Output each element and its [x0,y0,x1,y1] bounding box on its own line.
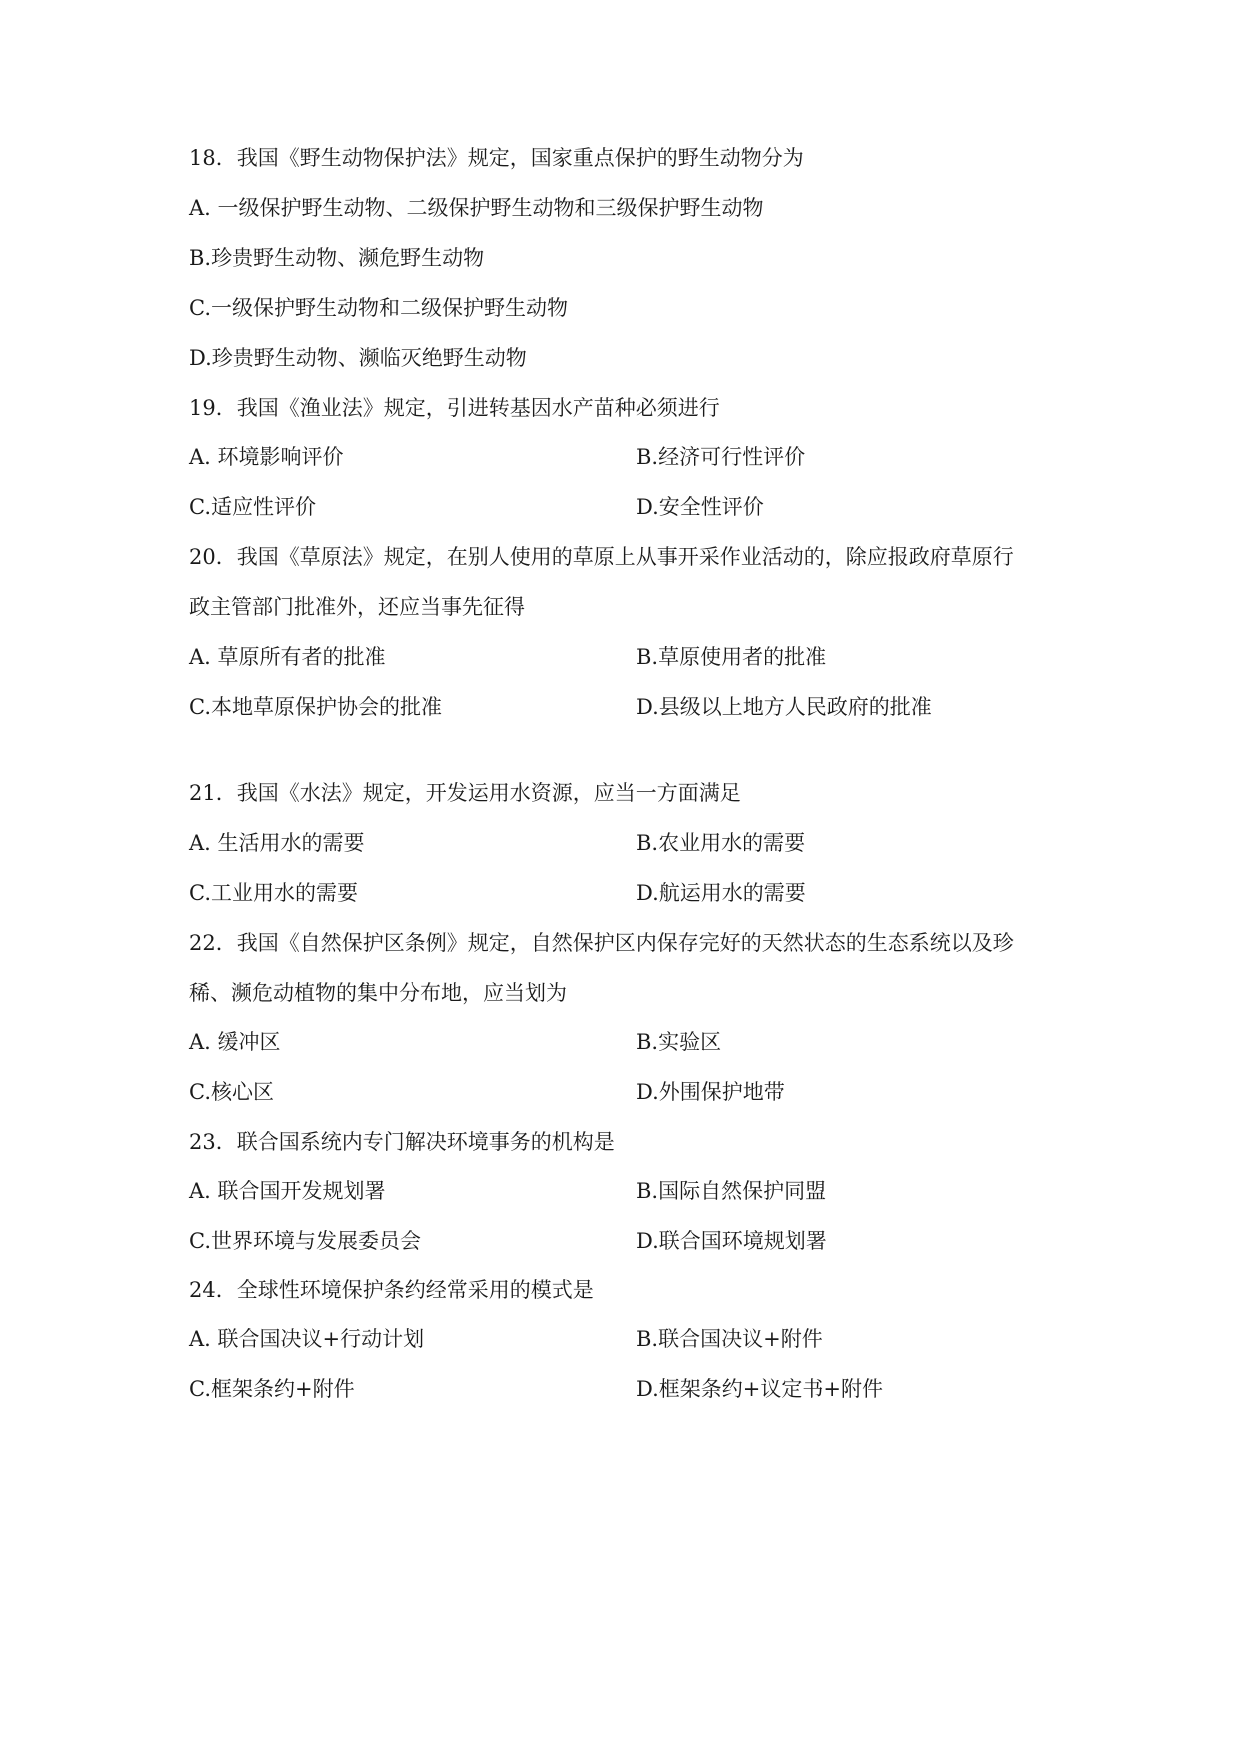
question-19-option-a: A. 环境影响评价 [189,445,344,469]
question-23-stem: 23．联合国系统内专门解决环境事务的机构是 [189,1130,615,1154]
question-24-stem: 24．全球性环境保护条约经常采用的模式是 [189,1278,594,1302]
question-18-option-b: B.珍贵野生动物、濒危野生动物 [189,246,485,270]
question-19-stem: 19．我国《渔业法》规定，引进转基因水产苗种必须进行 [189,396,720,420]
question-24-option-d: D.框架条约+议定书+附件 [636,1377,883,1401]
question-18-option-a: A. 一级保护野生动物、二级保护野生动物和三级保护野生动物 [189,196,764,220]
question-23-option-d: D.联合国环境规划署 [636,1229,827,1253]
question-22-option-c: C.核心区 [189,1080,274,1104]
question-24-option-b: B.联合国决议+附件 [636,1327,823,1351]
question-18-stem: 18．我国《野生动物保护法》规定，国家重点保护的野生动物分为 [189,146,804,170]
question-24-option-c: C.框架条约+附件 [189,1377,355,1401]
question-20-option-d: D.县级以上地方人民政府的批准 [636,695,932,719]
question-20-stem-line-2: 政主管部门批准外，还应当事先征得 [189,595,525,619]
question-21-stem: 21．我国《水法》规定，开发运用水资源，应当一方面满足 [189,781,741,805]
question-18-option-c: C.一级保护野生动物和二级保护野生动物 [189,296,568,320]
question-24-option-a: A. 联合国决议+行动计划 [189,1327,425,1351]
question-21-option-b: B.农业用水的需要 [636,831,806,855]
question-21-option-d: D.航运用水的需要 [636,881,806,905]
question-19-option-b: B.经济可行性评价 [636,445,806,469]
question-20-option-c: C.本地草原保护协会的批准 [189,695,442,719]
question-22-option-d: D.外围保护地带 [636,1080,785,1104]
question-21-option-a: A. 生活用水的需要 [189,831,365,855]
question-22-option-b: B.实验区 [636,1030,722,1054]
question-20-stem-line-1: 20．我国《草原法》规定，在别人使用的草原上从事开采作业活动的，除应报政府草原行 [189,545,1014,569]
question-22-stem-line-1: 22．我国《自然保护区条例》规定，自然保护区内保存完好的天然状态的生态系统以及珍 [189,931,1014,955]
question-18-option-d: D.珍贵野生动物、濒临灭绝野生动物 [189,346,527,370]
question-22-stem-line-2: 稀、濒危动植物的集中分布地，应当划为 [189,981,567,1005]
question-20-option-a: A. 草原所有者的批准 [189,645,386,669]
question-23-option-c: C.世界环境与发展委员会 [189,1229,421,1253]
question-22-option-a: A. 缓冲区 [189,1030,281,1054]
question-23-option-b: B.国际自然保护同盟 [636,1179,827,1203]
question-23-option-a: A. 联合国开发规划署 [189,1179,386,1203]
question-19-option-d: D.安全性评价 [636,495,764,519]
question-21-option-c: C.工业用水的需要 [189,881,358,905]
question-20-option-b: B.草原使用者的批准 [636,645,827,669]
question-19-option-c: C.适应性评价 [189,495,316,519]
